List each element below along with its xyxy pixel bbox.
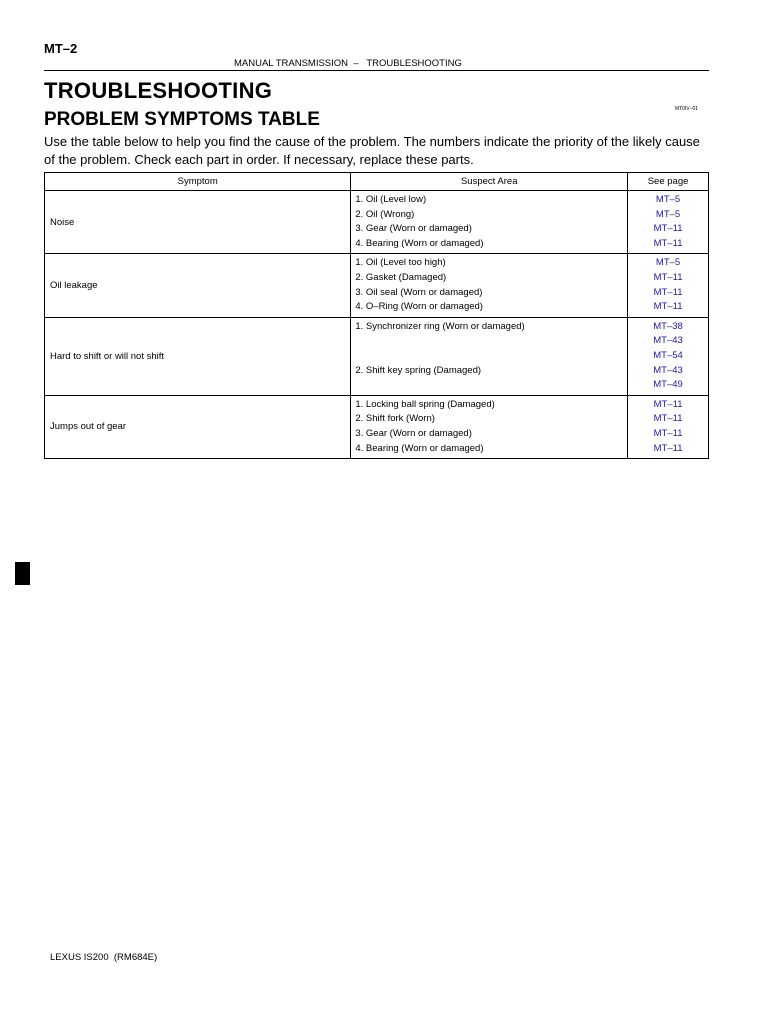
- suspect-area-cell: [351, 317, 628, 395]
- page-link[interactable]: MT–11: [653, 237, 683, 249]
- page-link[interactable]: MT–11: [653, 413, 683, 425]
- running-header: MANUAL TRANSMISSION – TROUBLESHOOTING: [234, 58, 462, 69]
- page-link[interactable]: MT–11: [653, 301, 683, 313]
- page-link[interactable]: MT–11: [653, 271, 683, 283]
- table-row: [45, 317, 709, 395]
- page-link[interactable]: MT–11: [653, 286, 683, 298]
- problem-symptoms-table: [44, 172, 709, 459]
- suspect-area-item: 2. Gasket (Damaged): [355, 271, 447, 283]
- intro-paragraph: Use the table below to help you find the cause of the problem. The numbers indicate the priority of the likely cause of the problem. Check each part in order. If necessary, replace these parts.: [44, 134, 700, 167]
- page-footer: LEXUS IS200 (RM684E): [50, 952, 158, 963]
- see-page-cell: [628, 395, 709, 458]
- suspect-area-item: 4. Bearing (Worn or damaged): [355, 442, 484, 454]
- suspect-area-item: 2. Shift key spring (Damaged): [355, 364, 482, 376]
- page-link[interactable]: MT–5: [655, 194, 681, 205]
- page-link[interactable]: MT–5: [655, 208, 681, 220]
- see-page-cell: [628, 254, 709, 317]
- page-number: MT–2: [44, 41, 78, 56]
- suspect-area-cell: [351, 191, 628, 254]
- document-code: MT0IV–01: [675, 106, 699, 112]
- suspect-area-item: 3. Gear (Worn or damaged): [355, 427, 472, 439]
- column-header-see-page: See page: [628, 173, 709, 191]
- suspect-area-item: 2. Shift fork (Worn): [355, 413, 435, 425]
- spacer: [355, 378, 627, 393]
- suspect-area-item: 2. Oil (Wrong): [355, 208, 415, 220]
- column-header-symptom: Symptom: [45, 173, 351, 191]
- suspect-area-item: 1. Oil (Level low): [355, 194, 427, 205]
- page-link[interactable]: MT–11: [653, 442, 683, 454]
- suspect-area-item: 3. Oil seal (Worn or damaged): [355, 286, 483, 298]
- page-title: TROUBLESHOOTING: [44, 78, 273, 103]
- table-header-row: [45, 173, 709, 191]
- see-page-cell: [628, 191, 709, 254]
- page-link[interactable]: MT–43: [653, 335, 683, 347]
- suspect-area-item: 1. Locking ball spring (Damaged): [355, 398, 495, 410]
- symptom-cell: Jumps out of gear: [45, 395, 351, 458]
- table-row: [45, 395, 709, 458]
- page-link[interactable]: MT–5: [655, 257, 681, 269]
- page-link[interactable]: MT–43: [653, 364, 683, 376]
- see-page-cell: [628, 317, 709, 395]
- symptom-cell: Oil leakage: [45, 254, 351, 317]
- page-link[interactable]: MT–11: [653, 223, 683, 235]
- spacer: [355, 349, 627, 364]
- section-tab-marker: [15, 562, 30, 585]
- symptom-cell: Hard to shift or will not shift: [45, 317, 351, 395]
- page-link[interactable]: MT–49: [653, 379, 683, 391]
- symptom-cell: Noise: [45, 191, 351, 254]
- suspect-area-item: 3. Gear (Worn or damaged): [355, 223, 472, 235]
- suspect-area-item: 1. Oil (Level too high): [355, 257, 446, 269]
- page-link[interactable]: MT–11: [653, 398, 683, 410]
- suspect-area-item: 4. Bearing (Worn or damaged): [355, 237, 484, 249]
- page-link[interactable]: MT–38: [653, 320, 683, 332]
- table-row: [45, 254, 709, 317]
- header-rule: [44, 70, 709, 71]
- spacer: [355, 334, 627, 349]
- section-title: PROBLEM SYMPTOMS TABLE: [44, 109, 320, 130]
- page-link[interactable]: MT–11: [653, 427, 683, 439]
- suspect-area-cell: [351, 395, 628, 458]
- column-header-suspect-area: Suspect Area: [351, 173, 628, 191]
- page-link[interactable]: MT–54: [653, 349, 683, 361]
- suspect-area-cell: [351, 254, 628, 317]
- suspect-area-item: 1. Synchronizer ring (Worn or damaged): [355, 320, 525, 332]
- table-row: [45, 191, 709, 254]
- suspect-area-item: 4. O–Ring (Worn or damaged): [355, 301, 483, 313]
